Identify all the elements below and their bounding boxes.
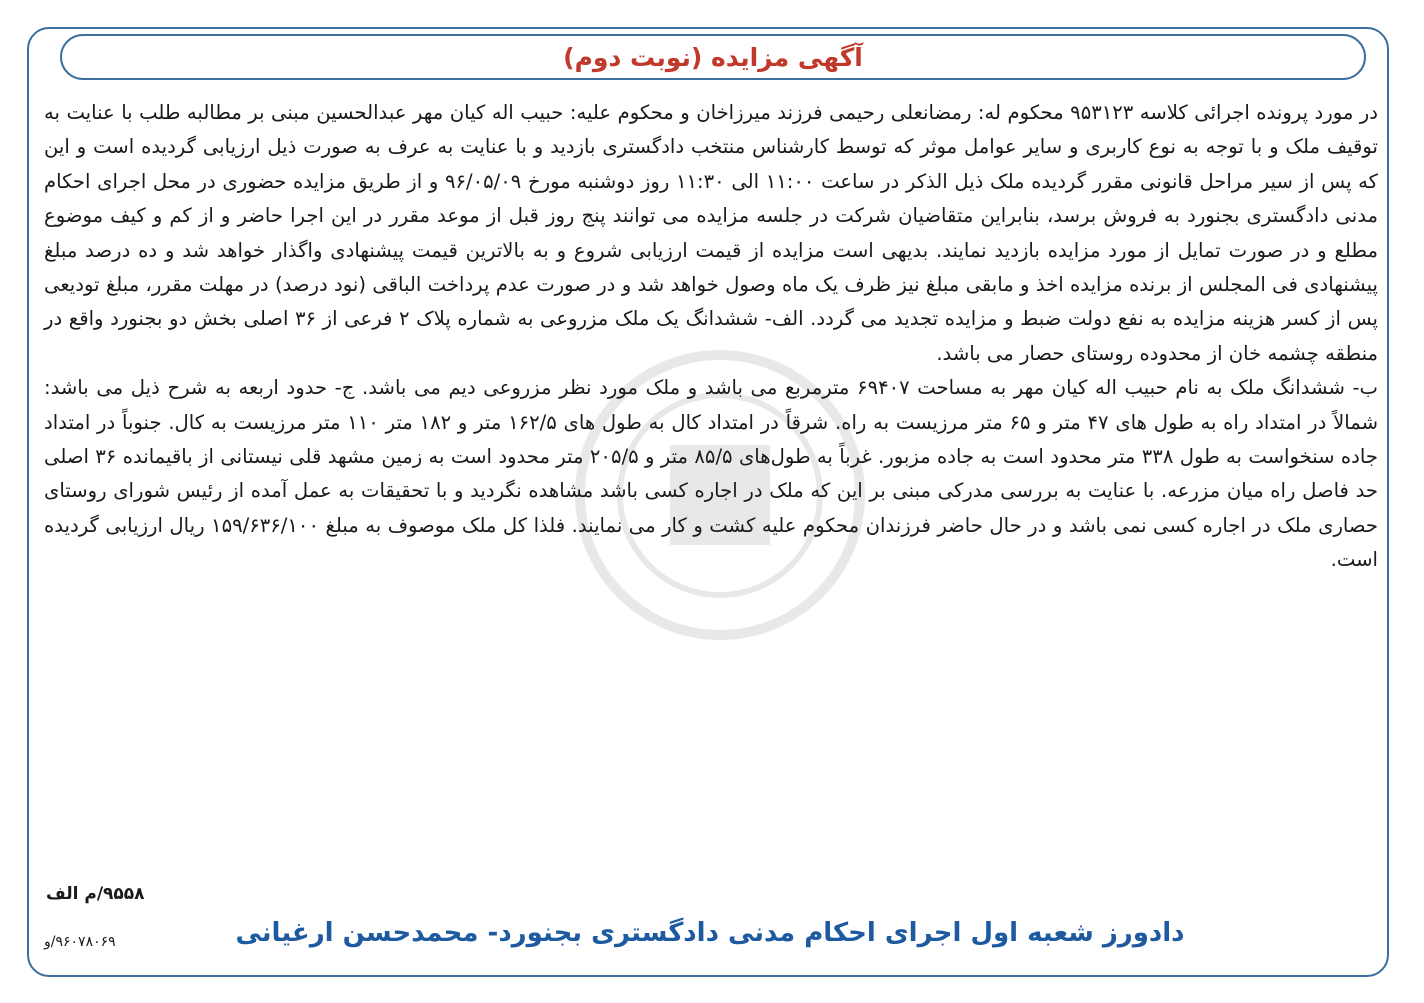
notice-paragraph-1: در مورد پرونده اجرائی کلاسه ۹۵۳۱۲۳ محکوم له: رمضانعلی رحیمی فرزند میرزاخان و محکوم علیه: حبیب اله کیان مهر عبدالحسین مبنی بر مطالبه طلب با عنایت به توقیف ملک و با توجه به نوع کاربری و سایر عوامل موثر که توسط کارشناس منتخب دادگستری بازدید و با عنایت به عرف به صورت ذیل ارزیابی گردیده است و این که پس از سیر مراحل قانونی مقرر گردیده ملک ذیل الذکر در ساعت ۱۱:۰۰ الی ۱۱:۳۰ روز دوشنبه مورخ ۹۶/۰۵/۰۹ و از طریق مزایده حضوری در محل اجرای احکام مدنی دادگستری بجنورد به فروش برسد، بنابراین متقاضیان شرکت در جلسه مزایده می توانند پنج روز قبل از موعد مقرر در این اجرا حاضر و از کم و کیف موضوع مطلع و در صورت تمایل از مورد مزایده بازدید نمایند. بدیهی است مزایده از قیمت ارزیابی شروع و به بالاترین قیمت پیشنهادی واگذار خواهد شد و ده درصد مبلغ پیشنهادی فی المجلس از برنده مزایده اخذ و مابقی مبلغ نیز ظرف یک ماه وصول خواهد شد و در صورت عدم پرداخت الباقی (نود درصد) در مهلت مقرر، مبلغ تودیعی پس از کسر هزینه مزایده به نفع دولت ضبط و مزایده تجدید می گردد. الف- ششدانگ یک ملک مزروعی به شماره پلاک ۲ فرعی از ۳۶ اصلی بخش دو بجنورد واقع در منطقه چشمه خان از محدوده روستای حصار می باشد.	[44, 101, 1378, 365]
reference-code: ۹۵۵۸/م الف	[46, 884, 145, 904]
notice-body	[44, 96, 1378, 578]
issue-number: ۹۶۰۷۸۰۶۹/و	[44, 934, 116, 950]
notice-title-bar	[60, 34, 1366, 80]
notice-title: آگهی مزایده (نوبت دوم)	[563, 42, 863, 72]
signature-line: دادورز شعبه اول اجرای احکام مدنی دادگستری بجنورد- محمدحسن ارغیانی	[235, 918, 1185, 948]
notice-paragraph-2: ب- ششدانگ ملک به نام حبیب اله کیان مهر به مساحت ۶۹۴۰۷ مترمربع می باشد و ملک مورد نظر مزروعی دیم می باشد. ج- حدود اربعه به شرح ذیل می باشد: شمالاً در امتداد راه به طول های ۴۷ متر و ۶۵ متر مرزیست به راه. شرقاً در امتداد کال به طول های ۱۶۲/۵ متر و ۱۸۲ متر ۱۱۰ متر مرزیست به کال. جنوباً در امتداد جاده سنخواست به طول ۳۳۸ متر محدود است به جاده مزبور. غرباً به طول‌های ۸۵/۵ متر و ۲۰۵/۵ متر محدود است به زمین مشهد قلی نیستانی از باقیمانده ۳۶ اصلی حد فاصل راه میان مزرعه. با عنایت به بررسی مدرکی مبنی بر این که ملک در اجاره کسی باشد مشاهده نگردید و با تحقیقات به عمل آمده از رئیس شورای روستای حصاری ملک در اجاره کسی نمی باشد و در حال حاضر فرزندان محکوم علیه کشت و کار می نمایند. فلذا کل ملک موصوف به مبلغ ۱۵۹/۶۳۶/۱۰۰ ریال ارزیابی گردیده است.	[44, 376, 1378, 572]
